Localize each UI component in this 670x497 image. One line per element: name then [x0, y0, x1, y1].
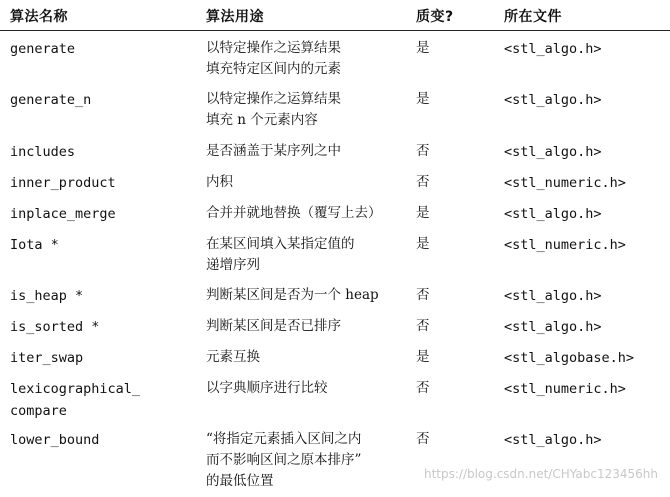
algo-name: generate_n	[10, 92, 92, 108]
algo-name: inplace_merge	[10, 206, 116, 222]
header-name: 算法名称	[10, 9, 68, 25]
table-header	[0, 0, 670, 31]
algo-use: 在某区间填入某指定值的 递增序列	[206, 236, 355, 273]
algo-file: <stl_algo.h>	[504, 206, 602, 222]
algo-file: <stl_algo.h>	[504, 41, 602, 57]
algo-use: 以特定操作之运算结果 填充特定区间内的元素	[206, 40, 341, 77]
algo-file: <stl_algobase.h>	[504, 350, 635, 366]
algo-use: 以特定操作之运算结果 填充 n 个元素内容	[206, 91, 341, 128]
algo-name: inner_product	[10, 175, 116, 191]
algo-file: <stl_numeric.h>	[504, 175, 626, 191]
watermark: https://blog.csdn.net/CHYabc123456hh	[423, 467, 658, 481]
algo-mutating: 否	[416, 380, 430, 396]
algo-file: <stl_algo.h>	[504, 319, 602, 335]
algo-file: <stl_algo.h>	[504, 432, 602, 448]
algo-use: 判断某区间是否为一个 heap	[206, 287, 379, 303]
algo-file: <stl_numeric.h>	[504, 381, 626, 397]
algo-use: 是否涵盖于某序列之中	[206, 143, 341, 159]
algo-use: 元素互换	[206, 349, 260, 365]
algo-use: “将指定元素插入区间之内 而不影响区间之原本排序” 的最低位置	[206, 431, 362, 489]
algo-name: lower_bound	[10, 432, 100, 448]
algo-name: is_sorted *	[10, 319, 100, 335]
algo-use: 内积	[206, 174, 233, 190]
algo-mutating: 否	[416, 287, 430, 303]
header-mutating: 质变?	[416, 9, 454, 25]
algo-mutating: 否	[416, 318, 430, 334]
algo-name: lexicographical_ compare	[10, 381, 141, 419]
algo-mutating: 是	[416, 91, 430, 107]
algo-use: 以字典顺序进行比较	[206, 380, 328, 396]
algo-mutating: 否	[416, 174, 430, 190]
algo-name: iter_swap	[10, 350, 84, 366]
algo-use: 判断某区间是否已排序	[206, 318, 341, 334]
algo-mutating: 否	[416, 431, 430, 447]
algo-name: Iota *	[10, 237, 59, 253]
header-file: 所在文件	[504, 9, 562, 25]
algo-mutating: 否	[416, 143, 430, 159]
algo-name: generate	[10, 41, 76, 57]
algo-mutating: 是	[416, 349, 430, 365]
header-use: 算法用途	[206, 9, 264, 25]
algo-mutating: 是	[416, 236, 430, 252]
algo-name: includes	[10, 144, 76, 160]
algo-mutating: 是	[416, 205, 430, 221]
algo-file: <stl_algo.h>	[504, 92, 602, 108]
algo-file: <stl_numeric.h>	[504, 237, 626, 253]
algo-mutating: 是	[416, 40, 430, 56]
algo-name: is_heap *	[10, 288, 84, 304]
algo-use: 合并并就地替换（覆写上去）	[206, 205, 382, 221]
algo-file: <stl_algo.h>	[504, 144, 602, 160]
algo-file: <stl_algo.h>	[504, 288, 602, 304]
